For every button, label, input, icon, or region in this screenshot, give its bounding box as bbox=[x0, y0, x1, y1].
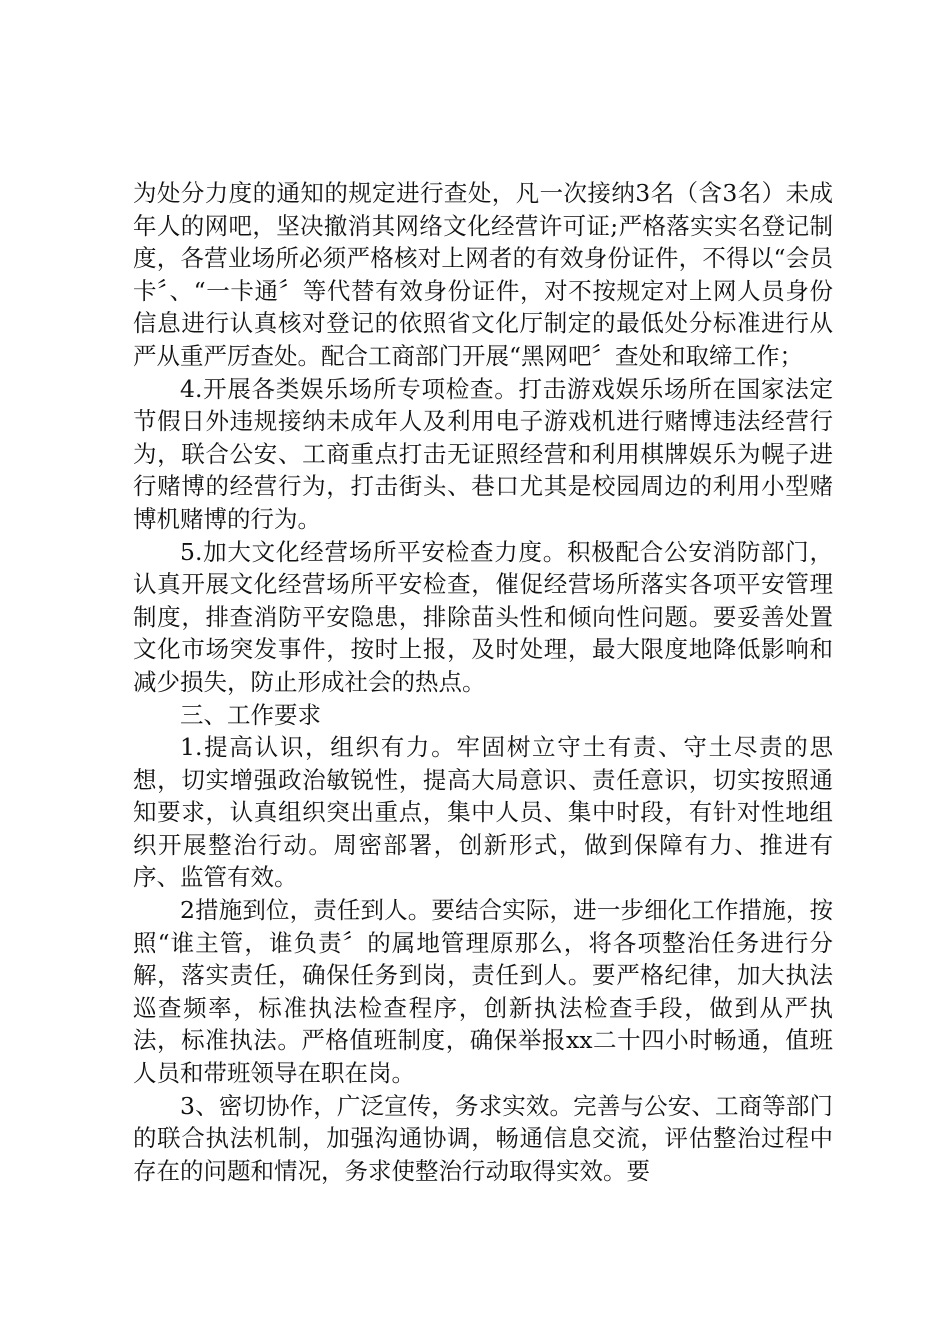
section-heading-work-requirements: 三、工作要求 bbox=[180, 700, 321, 729]
paragraph-continuation: 为处分力度的通知的规定进行查处，凡一次接纳3名（含3名）未成年人的网吧，坚决撤消其网络文化经营许可证;严格落实实名登记制度，各营业场所必须严格核对上网者的有效身份证件，不得以“会员卡〞、“一卡通〞等代替有效身份证件，对不按规定对上网人员身份信息进行认真核对登记的依照省文化厅制定的最低处分标准进行从严从重严厉查处。配合工商部门开展“黑网吧〞查处和取缔工作； bbox=[133, 179, 833, 370]
paragraph-item-5: 5.加大文化经营场所平安检查力度。积极配合公安消防部门，认真开展文化经营场所平安检查，催促经营场所落实各项平安管理制度，排查消防平安隐患，排除苗头性和倾向性问题。要妥善处置文化市场突发事件，按时上报，及时处理，最大限度地降低影响和减少损失，防止形成社会的热点。 bbox=[133, 537, 833, 696]
paragraph-requirement-2: 2措施到位，责任到人。要结合实际，进一步细化工作措施，按照“谁主管，谁负责〞的属地管理原那么，将各项整治任务进行分解，落实责任，确保任务到岗，责任到人。要严格纪律，加大执法巡查频率，标准执法检查程序，创新执法检查手段，做到从严执法，标准执法。严格值班制度，确保举报xx二十四小时畅通，值班人员和带班领导在职在岗。 bbox=[133, 896, 833, 1088]
paragraph-requirement-1: 1.提高认识，组织有力。牢固树立守土有责、守土尽责的思想，切实增强政治敏锐性，提高大局意识、责任意识，切实按照通知要求，认真组织突出重点，集中人员、集中时段，有针对性地组织开展整治行动。周密部署，创新形式，做到保障有力、推进有序、监管有效。 bbox=[133, 733, 833, 892]
paragraph-requirement-3: 3、密切协作，广泛宣传，务求实效。完善与公安、工商等部门的联合执法机制，加强沟通协调，畅通信息交流，评估整治过程中存在的问题和情况，务求使整治行动取得实效。要 bbox=[133, 1091, 833, 1185]
document-body bbox=[133, 177, 833, 1187]
paragraph-item-4: 4.开展各类娱乐场所专项检查。打击游戏娱乐场所在国家法定节假日外违规接纳未成年人及利用电子游戏机进行赌博违法经营行为，联合公安、工商重点打击无证照经营和利用棋牌娱乐为幌子进行赌博的经营行为，打击街头、巷口尤其是校园周边的利用小型赌博机赌博的行为。 bbox=[133, 374, 833, 533]
